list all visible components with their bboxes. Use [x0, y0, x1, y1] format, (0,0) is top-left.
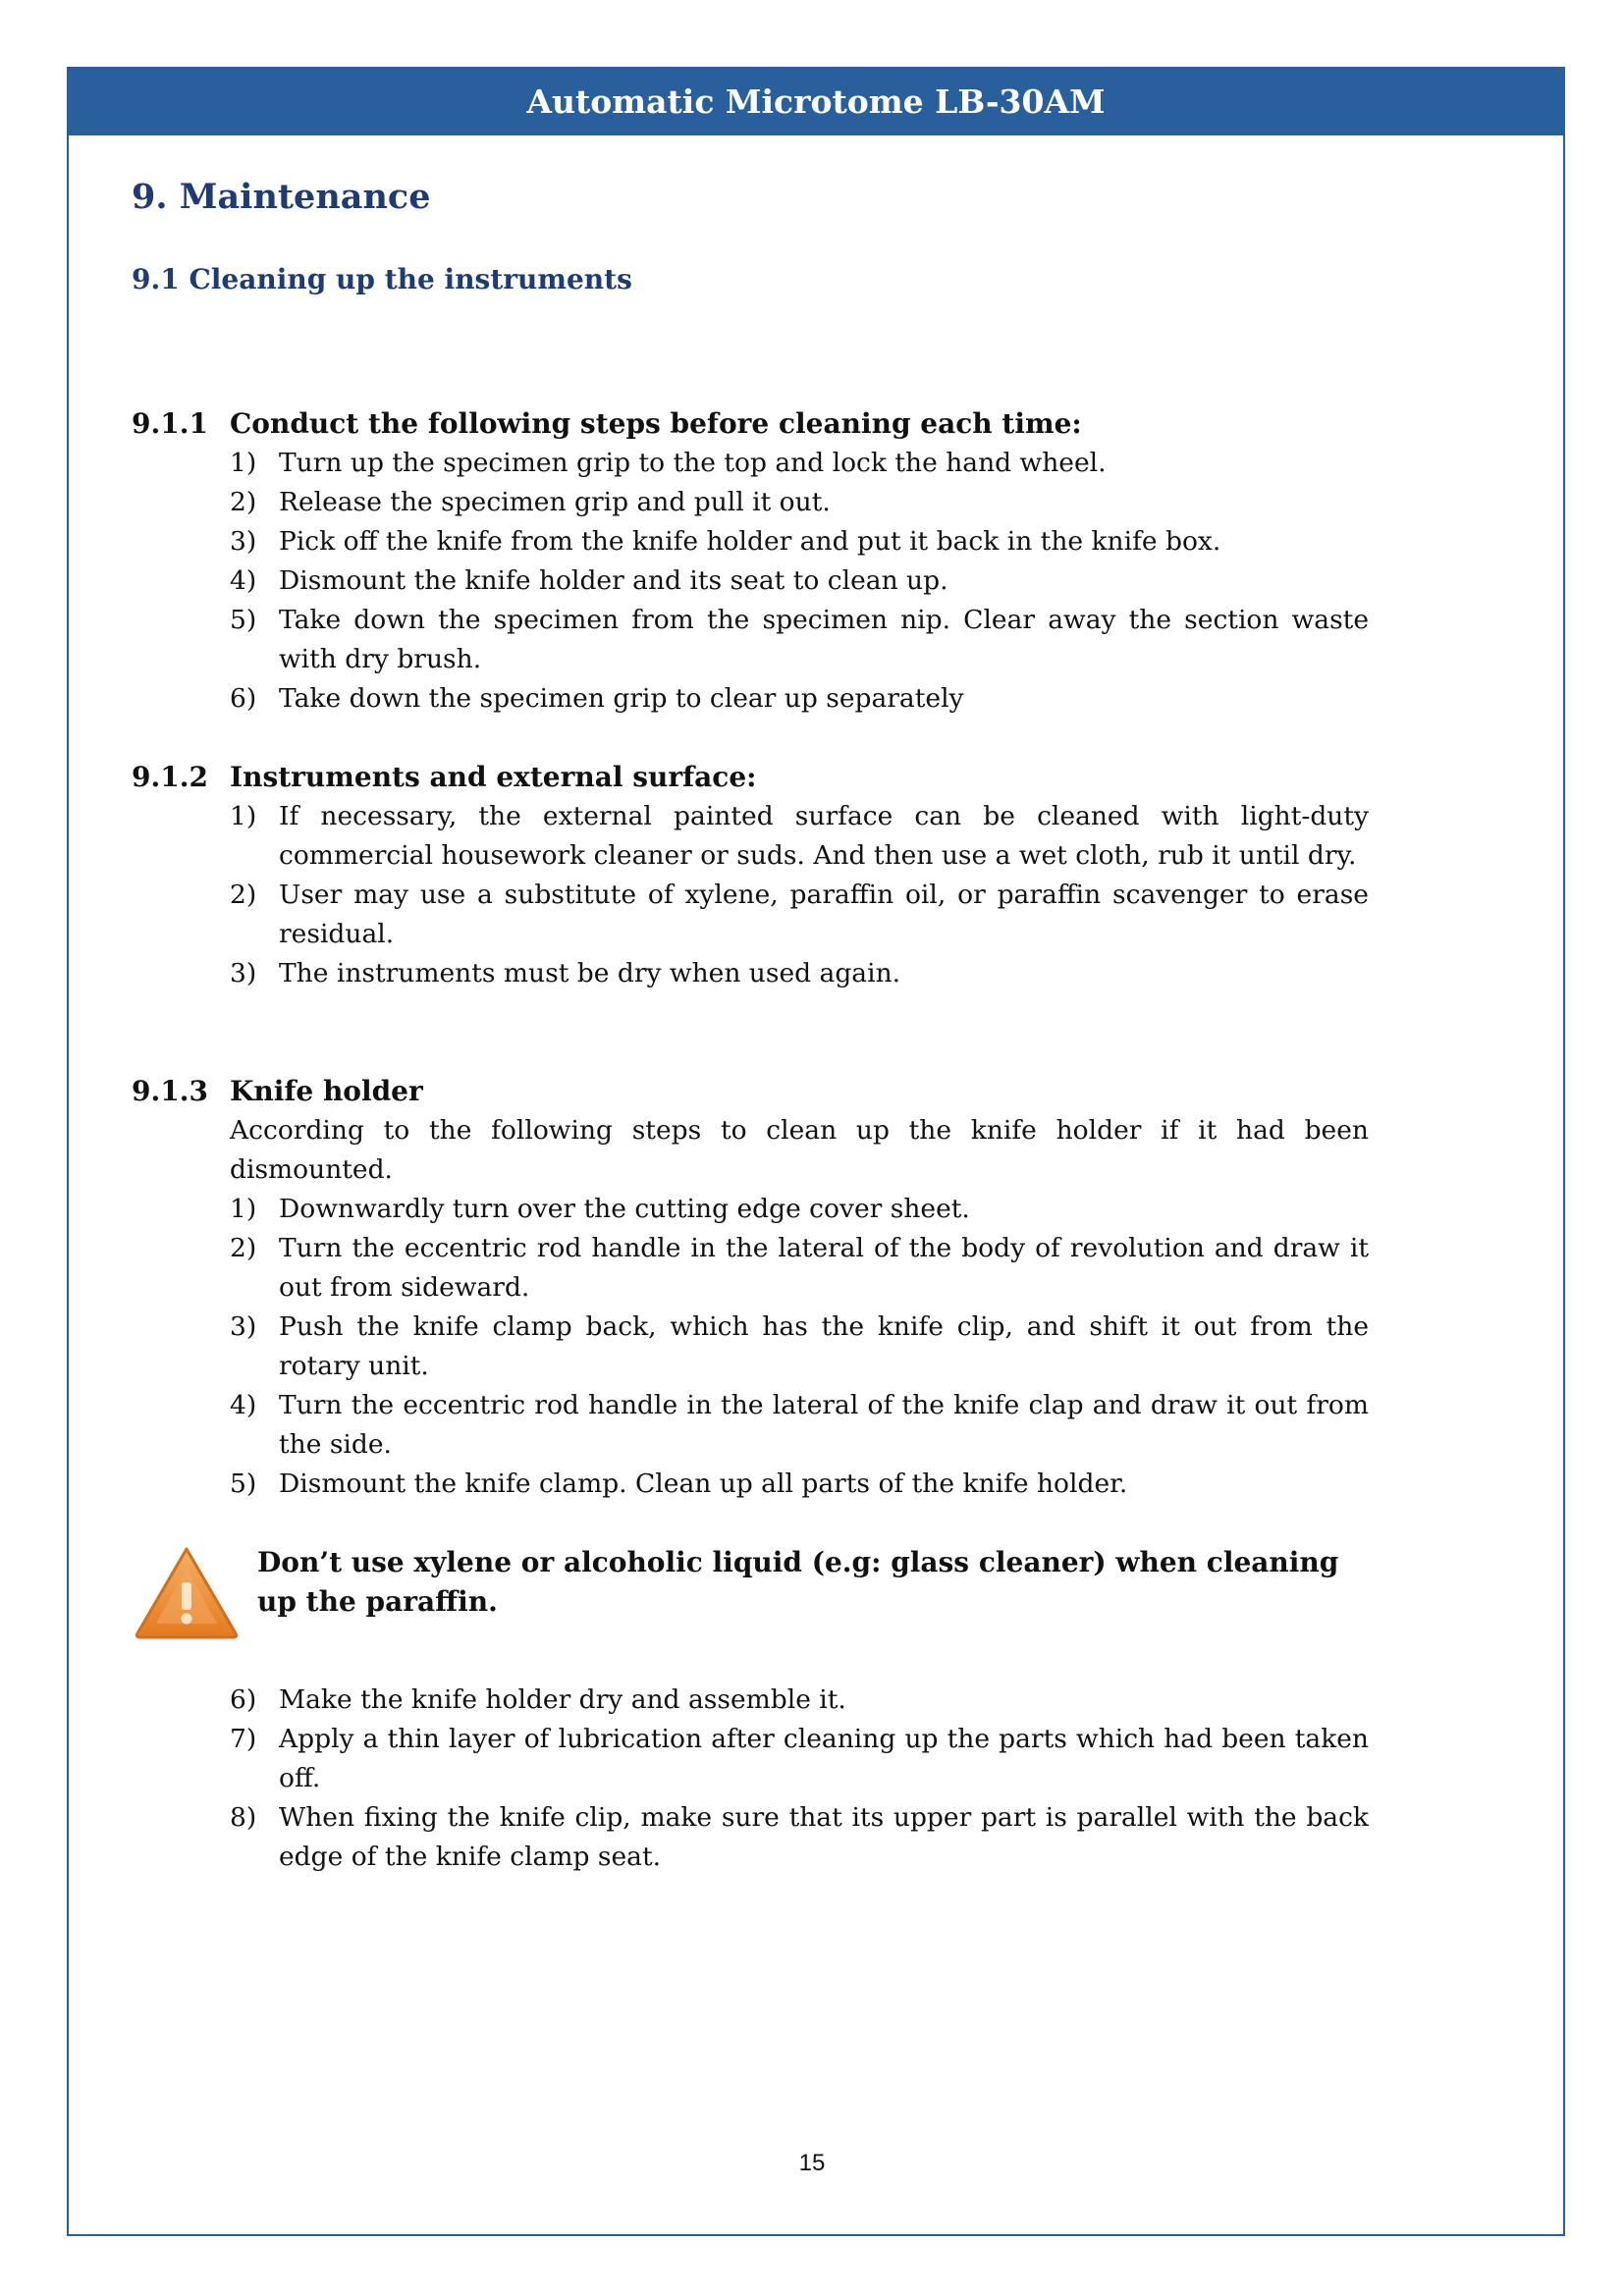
item-number: 3) — [230, 1311, 257, 1342]
item-text: Take down the specimen from the specimen nip. Clear away the section waste with dry brush. — [279, 605, 1369, 674]
section-title: 9.1 Cleaning up the instruments — [132, 263, 632, 295]
list-item — [132, 679, 1369, 719]
subsection-number: 9.1.2 — [132, 761, 208, 793]
subsection-title: Knife holder — [230, 1075, 423, 1107]
steps-list — [132, 1190, 1369, 1504]
item-text: The instruments must be dry when used again. — [279, 958, 901, 988]
section-9-1-2 — [132, 758, 1369, 993]
item-text: Dismount the knife holder and its seat to clean up. — [279, 565, 948, 596]
subsection-title: Conduct the following steps before cleaning each time: — [230, 407, 1082, 440]
list-item — [132, 1308, 1369, 1386]
item-number: 5) — [230, 1468, 257, 1499]
warning-text: Don’t use xylene or alcoholic liquid (e.g: glass cleaner) when cleaning up the paraffin. — [257, 1546, 1339, 1618]
subsection-number: 9.1.3 — [132, 1075, 208, 1107]
list-item — [132, 444, 1369, 483]
subsection-heading — [132, 758, 1369, 797]
item-number: 2) — [230, 880, 257, 910]
list-item — [132, 876, 1369, 954]
item-text: User may use a substitute of xylene, paraffin oil, or paraffin scavenger to erase residual. — [279, 880, 1369, 949]
subsection-heading — [132, 1072, 1369, 1111]
item-number: 6) — [230, 683, 257, 714]
list-item — [132, 954, 1369, 993]
list-item — [132, 522, 1369, 561]
item-number: 3) — [230, 526, 257, 557]
item-number: 2) — [230, 1233, 257, 1263]
section-9-1-1 — [132, 404, 1369, 719]
steps-list — [132, 1681, 1369, 1877]
item-text: Take down the specimen grip to clear up separately — [279, 683, 964, 714]
list-item — [132, 1190, 1369, 1229]
list-item — [132, 797, 1369, 876]
item-number: 4) — [230, 565, 257, 596]
item-text: Apply a thin layer of lubrication after cleaning up the parts which had been taken off. — [279, 1724, 1369, 1793]
warning-notice — [132, 1543, 1369, 1641]
item-text: Turn the eccentric rod handle in the lateral of the knife clap and draw it out from the side. — [279, 1390, 1369, 1460]
item-text: Push the knife clamp back, which has the knife clip, and shift it out from the rotary unit. — [279, 1311, 1369, 1381]
item-text: Downwardly turn over the cutting edge cover sheet. — [279, 1194, 970, 1224]
list-item — [132, 1229, 1369, 1308]
section-9-1-3 — [132, 1072, 1369, 1504]
item-text: Pick off the knife from the knife holder and put it back in the knife box. — [279, 526, 1221, 557]
list-item — [132, 1681, 1369, 1720]
subsection-heading — [132, 404, 1369, 444]
section-9-1-3-continued — [132, 1681, 1369, 1877]
item-text: Turn up the specimen grip to the top and lock the hand wheel. — [279, 448, 1107, 478]
list-item — [132, 601, 1369, 679]
list-item — [132, 1386, 1369, 1465]
steps-list — [132, 797, 1369, 993]
item-number: 7) — [230, 1724, 257, 1754]
item-number: 8) — [230, 1802, 257, 1833]
chapter-title: 9. Maintenance — [132, 177, 431, 217]
list-item — [132, 483, 1369, 522]
list-item — [132, 1720, 1369, 1798]
item-number: 1) — [230, 801, 257, 831]
subsection-title: Instruments and external surface: — [230, 761, 757, 793]
item-number: 4) — [230, 1390, 257, 1420]
item-text: Make the knife holder dry and assemble it. — [279, 1684, 846, 1715]
item-number: 2) — [230, 487, 257, 517]
item-number: 5) — [230, 605, 257, 635]
item-number: 6) — [230, 1684, 257, 1715]
item-text: When fixing the knife clip, make sure that its upper part is parallel with the back edge of the knife clamp seat. — [279, 1802, 1369, 1872]
document-header: Automatic Microtome LB-30AM — [69, 69, 1563, 135]
item-text: Dismount the knife clamp. Clean up all parts of the knife holder. — [279, 1468, 1128, 1499]
item-number: 3) — [230, 958, 257, 988]
list-item — [132, 1798, 1369, 1877]
item-number: 1) — [230, 448, 257, 478]
warning-triangle-icon — [132, 1543, 242, 1641]
intro-paragraph: According to the following steps to clean up the knife holder if it had been dismounted. — [230, 1115, 1369, 1185]
list-item — [132, 1465, 1369, 1504]
item-number: 1) — [230, 1194, 257, 1224]
item-text: Release the specimen grip and pull it out. — [279, 487, 831, 517]
steps-list — [132, 444, 1369, 719]
item-text: If necessary, the external painted surface can be cleaned with light-duty commercial housework cleaner or suds. And then use a wet cloth, rub it until dry. — [279, 801, 1369, 871]
list-item — [132, 561, 1369, 601]
subsection-number: 9.1.1 — [132, 407, 208, 440]
page-number: 15 — [798, 2150, 826, 2176]
item-text: Turn the eccentric rod handle in the lateral of the body of revolution and draw it out from sideward. — [279, 1233, 1369, 1303]
